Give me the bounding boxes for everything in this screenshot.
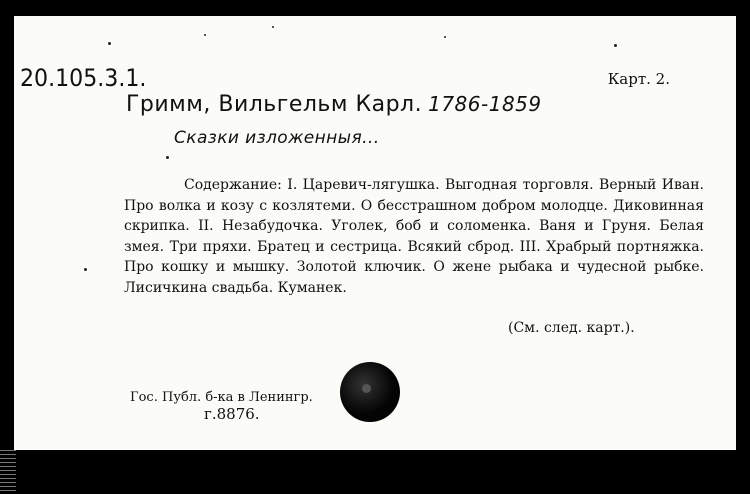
- see-next-card-note: (См. след. карт.).: [508, 320, 635, 336]
- ink-speck: [444, 36, 446, 38]
- scan-edge-marks: [0, 450, 16, 494]
- library-number: г.8876.: [204, 405, 260, 423]
- ink-speck: [614, 44, 617, 47]
- catalog-card: [14, 16, 736, 450]
- ink-speck: [204, 34, 206, 36]
- shelfmark: 20.105.3.1.: [20, 64, 147, 92]
- library-name: Гос. Публ. б-ка в Ленингр.: [130, 390, 313, 405]
- book-title: Сказки изложенныя...: [174, 128, 380, 148]
- ink-speck: [166, 156, 169, 159]
- author-dates: 1786-1859: [428, 92, 542, 116]
- ink-speck: [84, 268, 87, 271]
- ink-speck: [272, 26, 274, 28]
- card-number: Карт. 2.: [607, 70, 670, 88]
- library-stamp: [340, 362, 400, 422]
- ink-speck: [108, 42, 111, 45]
- author-heading: [126, 92, 542, 117]
- author-name: Гримм, Вильгельм Карл.: [126, 92, 423, 117]
- contents-note: Содержание: I. Царевич-лягушка. Выгодная торговля. Верный Иван. Про волка и козу с козлятеми. О бесстрашном добром молодце. Диковинная скрипка. II. Незабудочка. Уголек, боб и соломенка. Ваня и Груня. Белая змея. Три пряхи. Братец и сестрица. Всякий сброд. III. Храбрый портняжка. Про кошку и мышку. Золотой ключик. О жене рыбака и чудесной рыбке. Лисичкина свадьба. Куманек.: [124, 177, 704, 296]
